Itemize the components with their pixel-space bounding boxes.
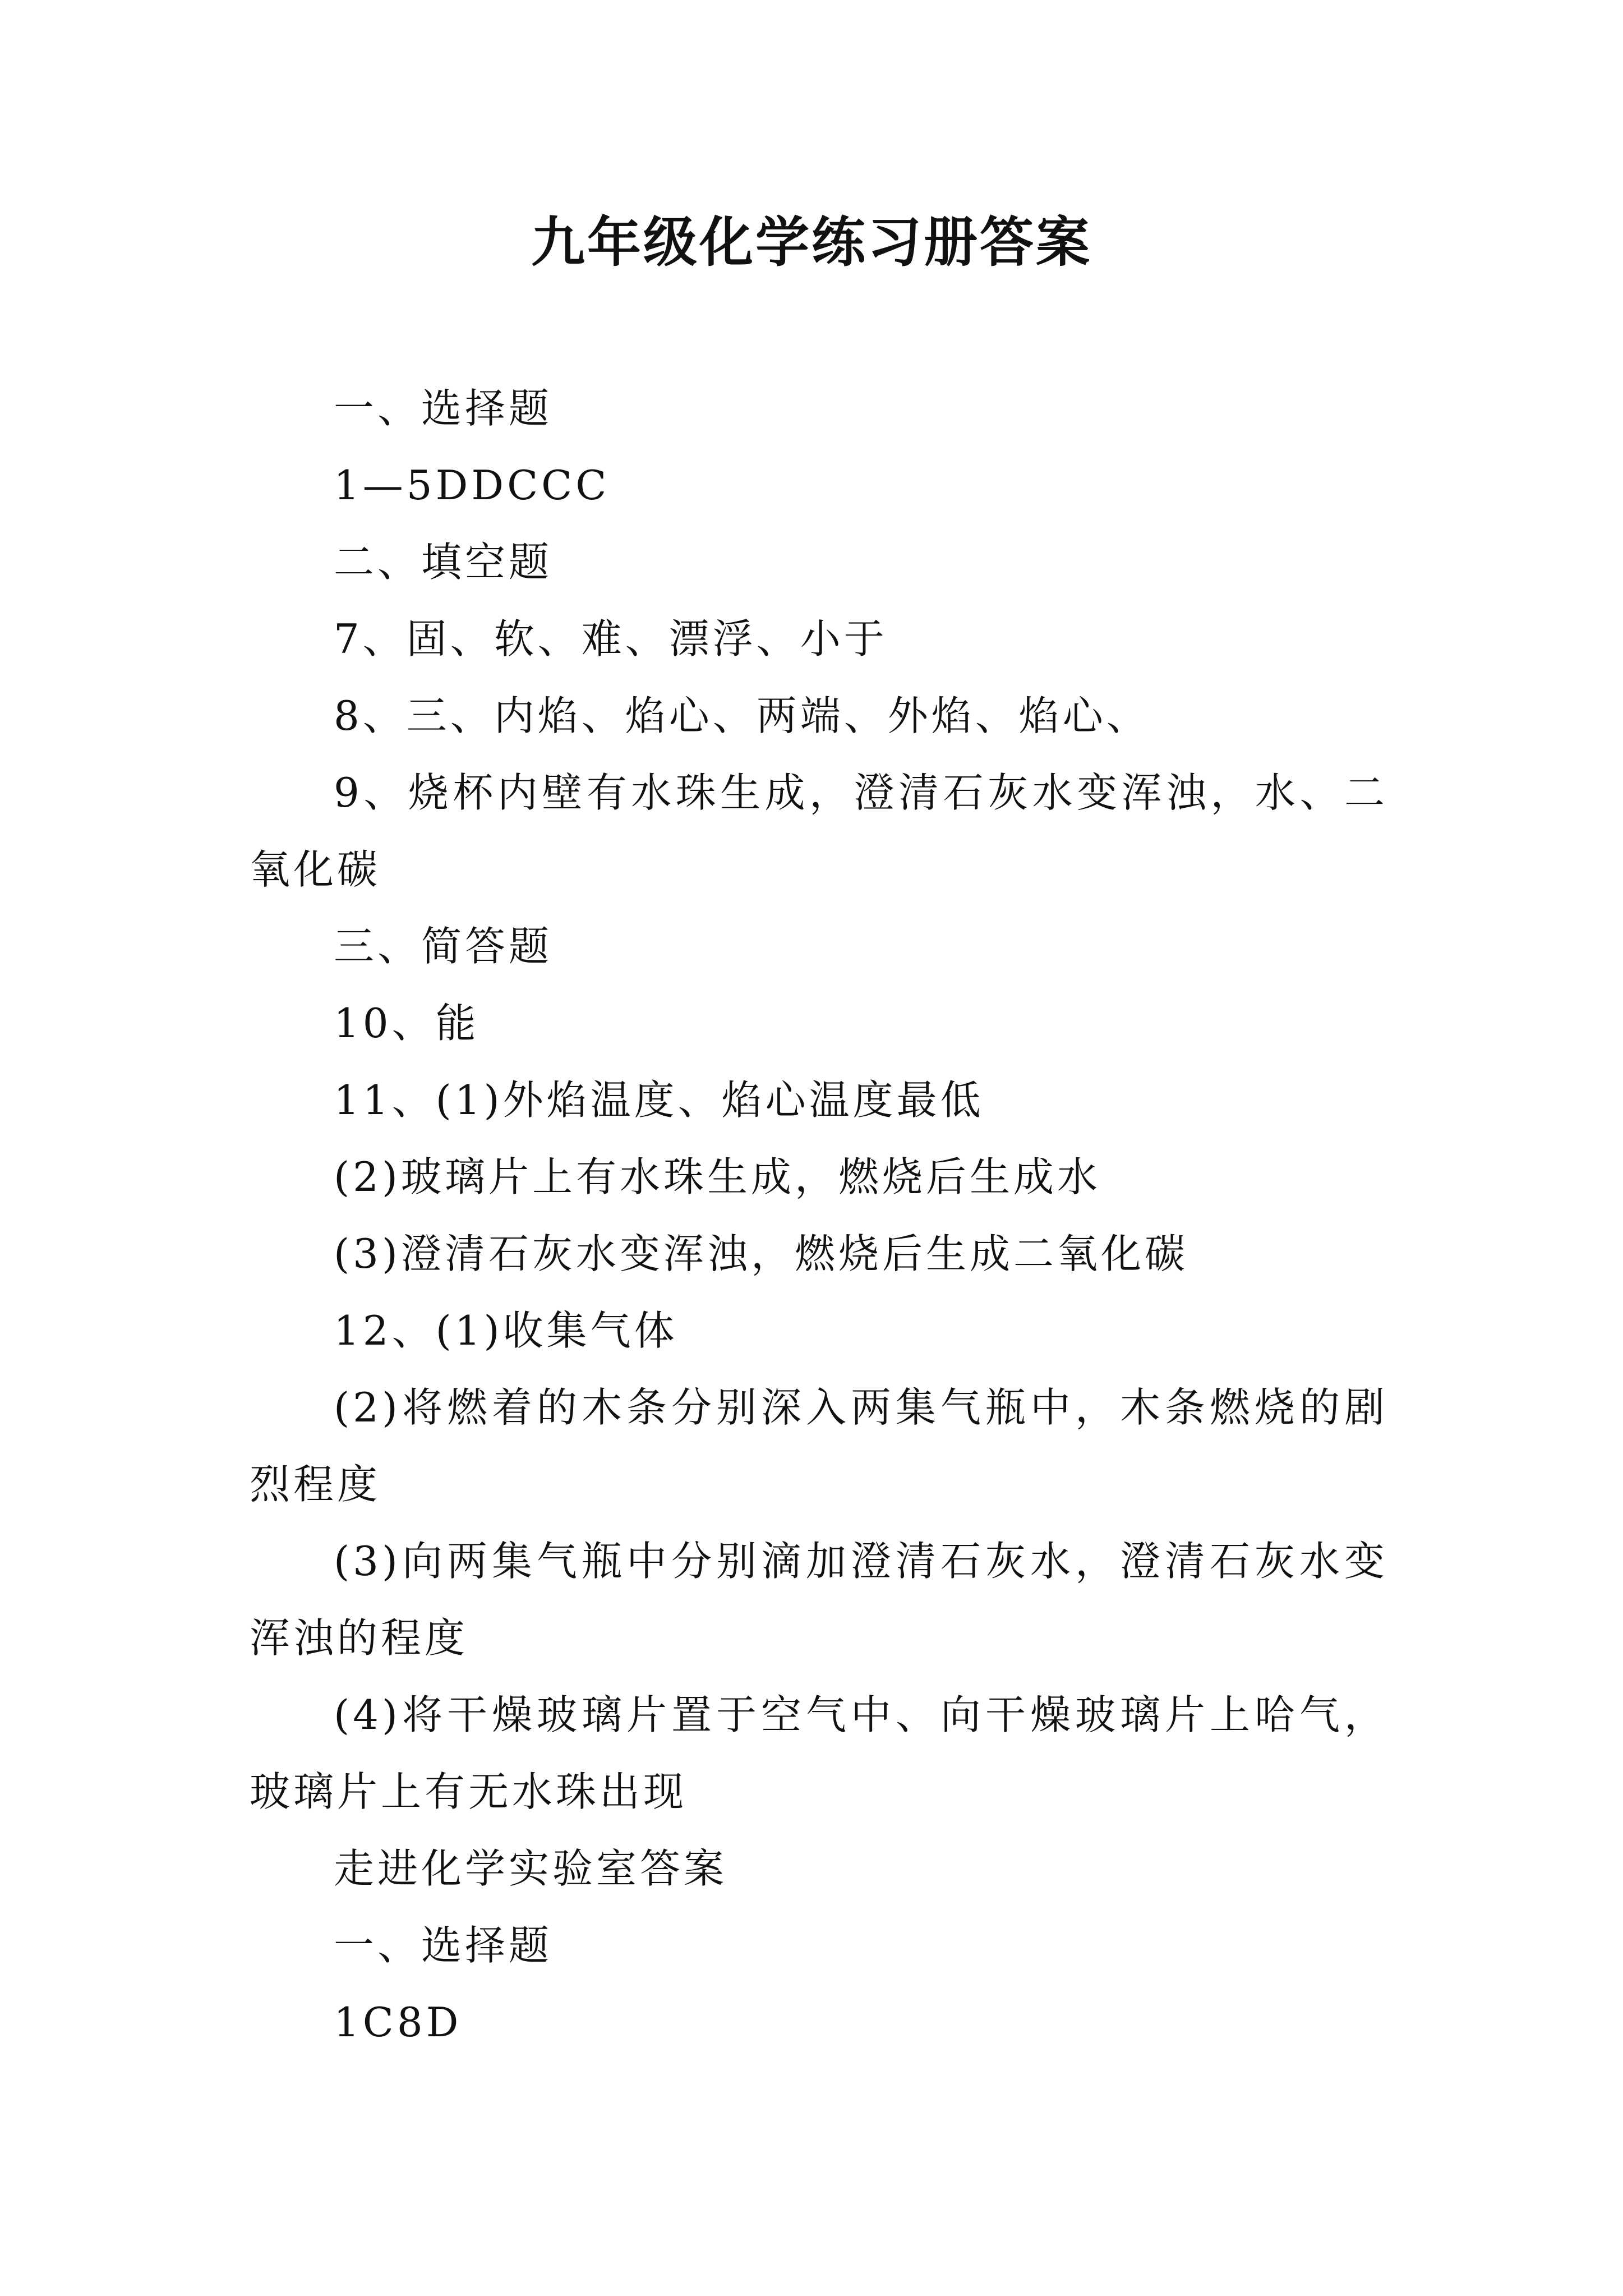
answer-line: 10、能 bbox=[334, 1000, 479, 1047]
answer-line: 1—5DDCCC bbox=[334, 462, 610, 509]
answer-line: (2)将燃着的木条分别深入两集气瓶中，木条燃烧的剧烈程度 bbox=[250, 1384, 1388, 1508]
answer-line: 9、烧杯内壁有水珠生成，澄清石灰水变浑浊，水、二氧化碳 bbox=[250, 769, 1388, 893]
section-heading-short-answer: 三、简答题 bbox=[334, 923, 553, 970]
section-heading-choice: 一、选择题 bbox=[334, 1922, 553, 1969]
section-heading-choice: 一、选择题 bbox=[334, 385, 553, 432]
section-heading-fill: 二、填空题 bbox=[334, 539, 553, 586]
document-body bbox=[250, 370, 1388, 2061]
answer-line: 8、三、内焰、焰心、两端、外焰、焰心、 bbox=[334, 692, 1150, 739]
answer-line: (4)将干燥玻璃片置于空气中、向干燥玻璃片上哈气，玻璃片上有无水珠出现 bbox=[250, 1691, 1388, 1815]
answer-line: (3)向两集气瓶中分别滴加澄清石灰水，澄清石灰水变浑浊的程度 bbox=[250, 1538, 1388, 1662]
answer-line: 7、固、软、难、漂浮、小于 bbox=[334, 615, 888, 662]
answer-line: 1C8D bbox=[334, 1999, 462, 2046]
answer-line: (2)玻璃片上有水珠生成，燃烧后生成水 bbox=[334, 1153, 1101, 1200]
section-heading-lab: 走进化学实验室答案 bbox=[334, 1845, 728, 1892]
answer-line: (3)澄清石灰水变浑浊，燃烧后生成二氧化碳 bbox=[334, 1230, 1188, 1277]
document-title: 九年级化学练习册答案 bbox=[531, 210, 1092, 274]
answer-line: 11、(1)外焰温度、焰心温度最低 bbox=[334, 1076, 984, 1124]
answer-line: 12、(1)收集气体 bbox=[334, 1307, 678, 1354]
